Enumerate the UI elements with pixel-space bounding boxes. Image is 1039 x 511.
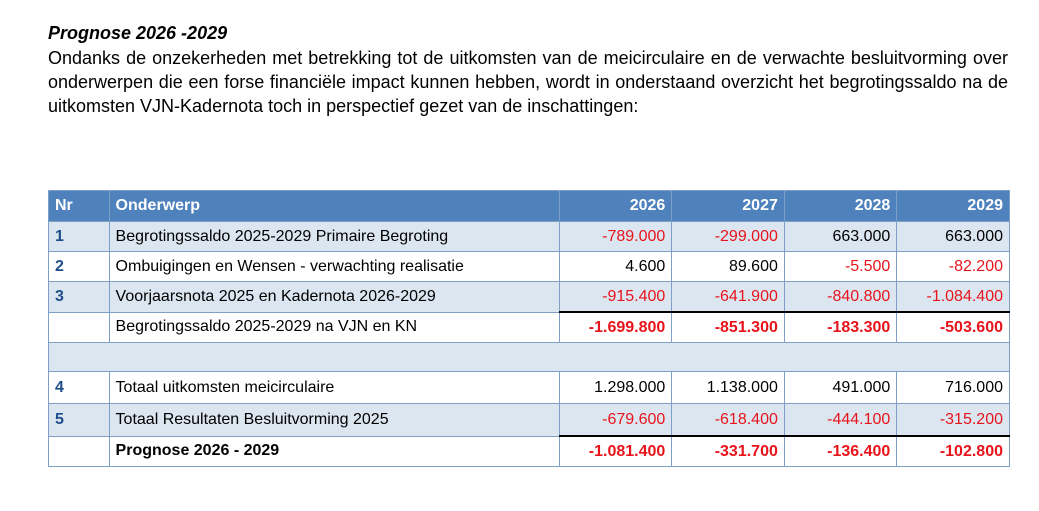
- value-cell: -315.200: [897, 404, 1010, 437]
- value-cell: -618.400: [672, 404, 785, 437]
- value-cell: 663.000: [897, 222, 1010, 252]
- value-cell: -641.900: [672, 282, 785, 313]
- row-nr: [49, 436, 110, 467]
- subtotal-row: [49, 312, 1010, 343]
- value-cell: -102.800: [897, 436, 1010, 467]
- row-nr: 4: [49, 372, 110, 404]
- table-row: [49, 252, 1010, 282]
- value-cell: -915.400: [559, 282, 672, 313]
- value-cell: -679.600: [559, 404, 672, 437]
- value-cell: -136.400: [784, 436, 896, 467]
- table-row: [49, 372, 1010, 404]
- row-nr: 2: [49, 252, 110, 282]
- table-row: [49, 282, 1010, 313]
- row-subject: Totaal Resultaten Besluitvorming 2025: [109, 404, 559, 437]
- header-2028: 2028: [784, 191, 896, 222]
- value-cell: 4.600: [559, 252, 672, 282]
- row-nr: 5: [49, 404, 110, 437]
- row-subject: Voorjaarsnota 2025 en Kadernota 2026-2029: [109, 282, 559, 313]
- table-row: [49, 404, 1010, 437]
- row-nr: 3: [49, 282, 110, 313]
- header-subject: Onderwerp: [109, 191, 559, 222]
- table-row: [49, 222, 1010, 252]
- value-cell: -503.600: [897, 312, 1010, 343]
- value-cell: -331.700: [672, 436, 785, 467]
- row-subject: Begrotingssaldo 2025-2029 Primaire Begroting: [109, 222, 559, 252]
- table-header-row: [49, 191, 1010, 222]
- value-cell: -840.800: [784, 282, 896, 313]
- value-cell: 663.000: [784, 222, 896, 252]
- row-subject: Prognose 2026 - 2029: [109, 436, 559, 467]
- intro-paragraph: Ondanks de onzekerheden met betrekking tot de uitkomsten van de meicirculaire en de verwachte besluitvorming over onderwerpen die een forse financiële impact kunnen hebben, wordt in onderstaand overzicht het begrotingssaldo na de uitkomsten VJN-Kadernota toch in perspectief gezet van de inschattingen:: [48, 48, 1008, 116]
- row-subject: Begrotingssaldo 2025-2029 na VJN en KN: [109, 312, 559, 343]
- value-cell: -5.500: [784, 252, 896, 282]
- value-cell: -183.300: [784, 312, 896, 343]
- value-cell: -851.300: [672, 312, 785, 343]
- value-cell: -789.000: [559, 222, 672, 252]
- forecast-table: [48, 190, 1010, 467]
- value-cell: 1.298.000: [559, 372, 672, 404]
- spacer-cell: [49, 343, 1010, 372]
- value-cell: -82.200: [897, 252, 1010, 282]
- section-heading: Prognose 2026 -2029: [48, 23, 228, 43]
- row-subject: Totaal uitkomsten meicirculaire: [109, 372, 559, 404]
- value-cell: -299.000: [672, 222, 785, 252]
- value-cell: 1.138.000: [672, 372, 785, 404]
- value-cell: 491.000: [784, 372, 896, 404]
- prognosis-total-row: [49, 436, 1010, 467]
- spacer-row: [49, 343, 1010, 372]
- row-nr: 1: [49, 222, 110, 252]
- value-cell: -1.081.400: [559, 436, 672, 467]
- value-cell: -444.100: [784, 404, 896, 437]
- document-body: [48, 22, 1008, 118]
- header-2026: 2026: [559, 191, 672, 222]
- value-cell: -1.084.400: [897, 282, 1010, 313]
- row-subject: Ombuigingen en Wensen - verwachting realisatie: [109, 252, 559, 282]
- header-nr: Nr: [49, 191, 110, 222]
- value-cell: -1.699.800: [559, 312, 672, 343]
- value-cell: 89.600: [672, 252, 785, 282]
- header-2027: 2027: [672, 191, 785, 222]
- row-nr: [49, 312, 110, 343]
- header-2029: 2029: [897, 191, 1010, 222]
- value-cell: 716.000: [897, 372, 1010, 404]
